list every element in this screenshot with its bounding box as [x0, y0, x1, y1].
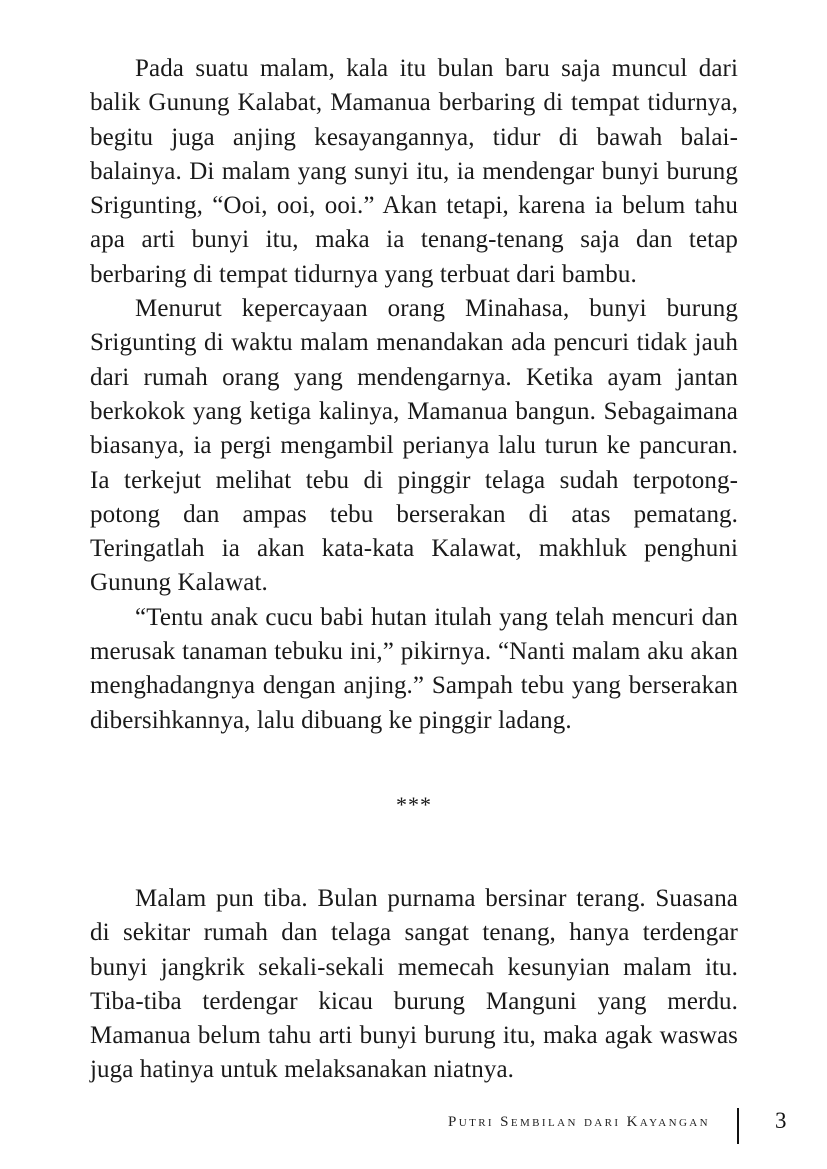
paragraph-3: “Tentu anak cucu babi hutan itulah yang telah mencuri dan merusak tanaman tebuku ini,” pikirnya. “Nanti malam aku akan menghadangnya dengan anjing.” Sampah tebu yang berserakan dibersihkannya, lalu dibuang ke pinggir ladang.	[90, 603, 738, 734]
paragraph-2: Menurut kepercayaan orang Minahasa, bunyi burung Srigunting di waktu malam menandakan ada pencuri tidak jauh dari rumah orang yang mendengarnya. Ketika ayam jantan berkokok yang ketiga kalinya, Mamanua bangun. Sebagaimana biasanya, ia pergi mengambil perianya lalu turun ke pancuran. Ia terkejut melihat tebu di pinggir telaga sudah terpotong-potong dan ampas tebu berserakan di atas pematang. Teringatlah ia akan kata-kata Kalawat, makhluk penghuni Gunung Kalawat.	[90, 295, 738, 597]
footer-divider	[737, 1108, 739, 1144]
page-footer	[0, 1108, 827, 1148]
paragraph-1: Pada suatu malam, kala itu bulan baru saja muncul dari balik Gunung Kalabat, Mamanua berbaring di tempat tidurnya, begitu juga anjing kesayangannya, tidur di bawah balai-balainya. Di malam yang sunyi itu, ia mendengar bunyi burung Srigunting, “Ooi, ooi, ooi.” Akan tetapi, karena ia belum tahu apa arti bunyi itu, maka ia tenang-tenang saja dan tetap berbaring di tempat tidurnya yang terbuat dari bambu.	[90, 55, 738, 288]
page-body	[90, 52, 738, 1088]
page-number: 3	[775, 1108, 787, 1133]
running-footer-book-title: Putri Sembilan dari Kayangan	[447, 1114, 710, 1130]
section-break: ***	[396, 791, 432, 817]
paragraph-4: Malam pun tiba. Bulan purnama bersinar terang. Suasana di sekitar rumah dan telaga sangat tenang, hanya terdengar bunyi jangkrik sekali-sekali memecah kesunyian malam itu. Tiba-tiba terdengar kicau burung Manguni yang merdu. Mamanua belum tahu arti bunyi burung itu, maka agak waswas juga hatinya untuk melaksanakan niatnya.	[90, 884, 738, 1084]
